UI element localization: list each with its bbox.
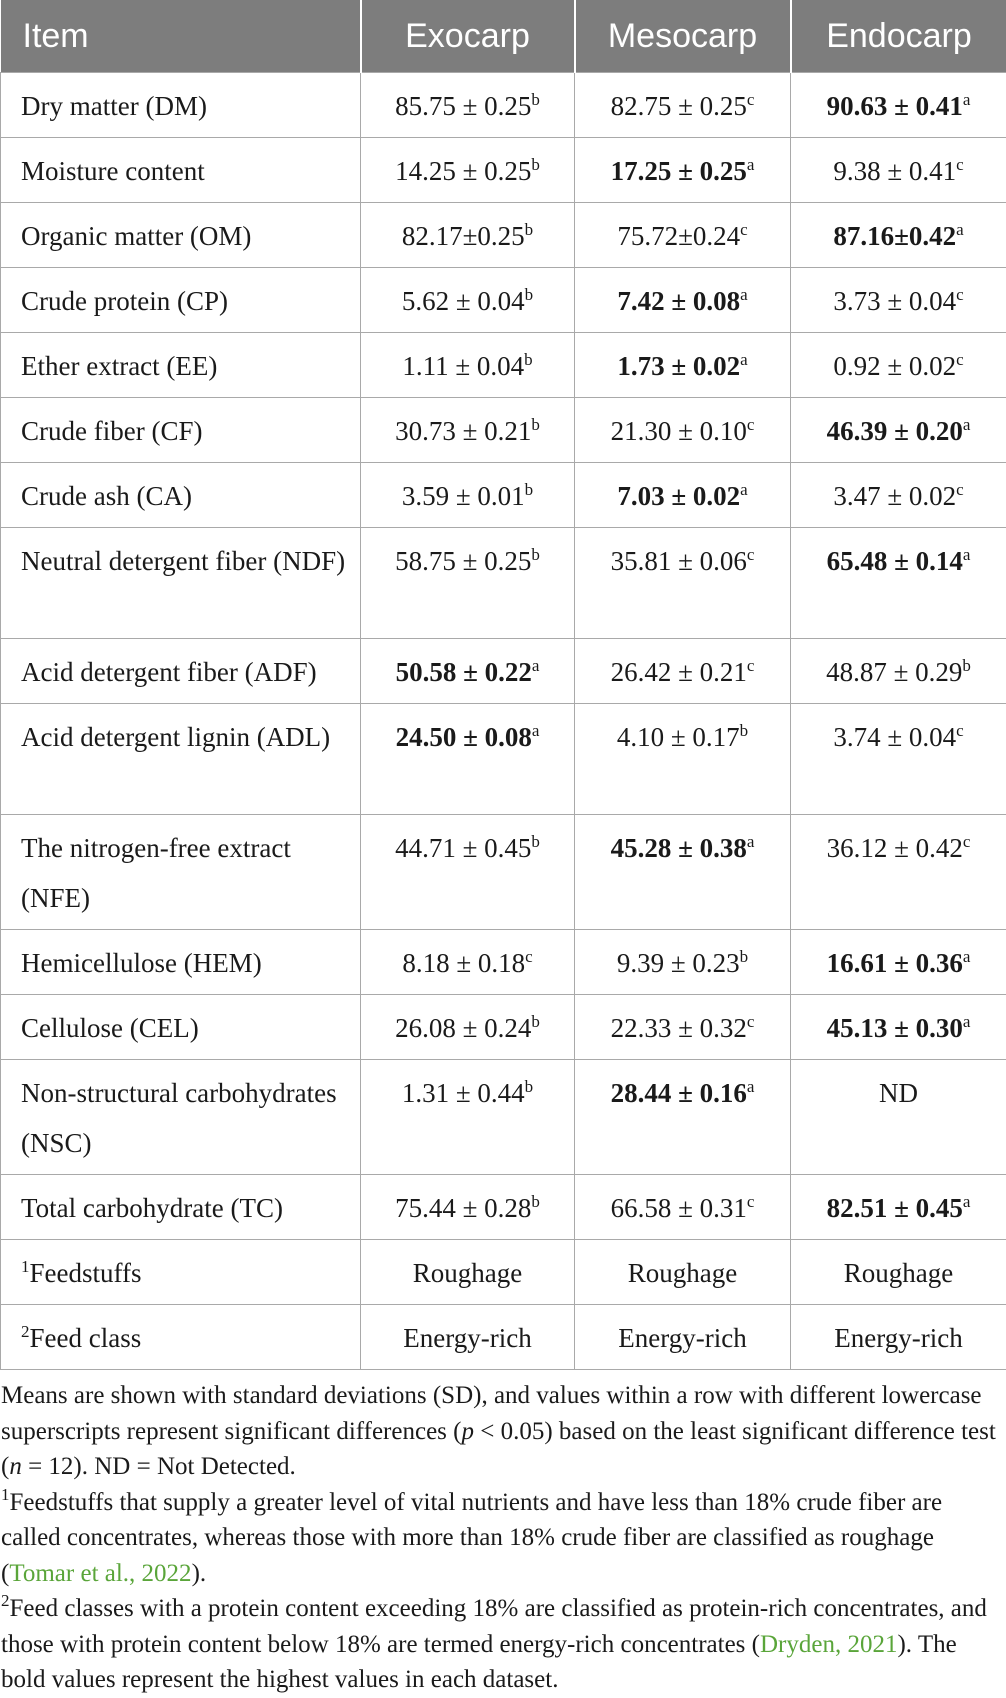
cell-value: 50.58 ± 0.22 (396, 657, 532, 687)
table-cell (361, 1240, 575, 1305)
cell-value: 58.75 ± 0.25 (395, 546, 531, 576)
row-item-label: Acid detergent fiber (ADF) (1, 639, 361, 704)
table-row (1, 398, 1006, 463)
significance-superscript: c (956, 480, 964, 499)
table-row (1, 138, 1006, 203)
significance-superscript: a (963, 545, 971, 564)
table-row (1, 1175, 1006, 1240)
significance-superscript: c (747, 90, 755, 109)
significance-superscript: c (525, 947, 533, 966)
table-cell (575, 1240, 791, 1305)
significance-superscript: b (531, 832, 540, 851)
table-cell (575, 333, 791, 398)
significance-superscript: c (747, 415, 755, 434)
significance-superscript: c (740, 220, 748, 239)
row-item-label: Moisture content (1, 138, 361, 203)
footnote-marker: 1 (21, 1257, 30, 1276)
cell-value: 26.08 ± 0.24 (395, 1013, 531, 1043)
cell-value: 82.75 ± 0.25 (611, 91, 747, 121)
footnote-1: $^1$Feedstuffs that supply a greater level of vital nutrients and have less than 18% crude fiber are called concentrates, whereas those with more than 18% crude fiber are classified as roughage (Tomar et al., 2022). (1, 1485, 1006, 1592)
table-cell (361, 333, 575, 398)
cell-value: Roughage (628, 1258, 737, 1288)
cell-value: 3.59 ± 0.01 (402, 481, 525, 511)
cell-value: 8.18 ± 0.18 (402, 948, 525, 978)
table-row (1, 815, 1006, 930)
cell-value: 1.73 ± 0.02 (617, 351, 740, 381)
cell-value: 82.17±0.25 (402, 221, 525, 251)
significance-superscript: b (524, 350, 533, 369)
table-cell (791, 73, 1006, 138)
significance-superscript: b (531, 415, 540, 434)
significance-superscript: b (962, 656, 971, 675)
significance-superscript: a (963, 1012, 971, 1031)
significance-superscript: a (963, 90, 971, 109)
significance-superscript: b (525, 285, 534, 304)
table-cell (361, 528, 575, 639)
significance-superscript: b (525, 480, 534, 499)
significance-superscript: c (747, 545, 755, 564)
table-cell (361, 639, 575, 704)
significance-superscript: a (740, 350, 748, 369)
row-item-label: Crude fiber (CF) (1, 398, 361, 463)
table-cell (361, 138, 575, 203)
footnote-2: $^2$Feed classes with a protein content exceeding 18% are classified as protein-rich concentrates, and those with protein content below 18% are termed energy-rich concentrates (Dryden, 2021). The bold values represent the highest values in each dataset. (1, 1591, 1006, 1698)
row-item-label: Organic matter (OM) (1, 203, 361, 268)
significance-superscript: c (956, 350, 964, 369)
significance-superscript: a (963, 415, 971, 434)
cell-value: ND (879, 1078, 918, 1108)
cell-value: 66.58 ± 0.31 (611, 1193, 747, 1223)
table-cell (361, 815, 575, 930)
header-exocarp: Exocarp (361, 0, 575, 73)
table-cell (361, 930, 575, 995)
table-cell (575, 930, 791, 995)
cell-value: 4.10 ± 0.17 (617, 722, 740, 752)
significance-superscript: a (532, 656, 540, 675)
significance-superscript: b (531, 545, 540, 564)
significance-superscript: b (531, 1192, 540, 1211)
table-footnotes (0, 1370, 1006, 1698)
row-item-label: Total carbohydrate (TC) (1, 1175, 361, 1240)
table-row (1, 1060, 1006, 1175)
table-row (1, 203, 1006, 268)
table-cell (361, 268, 575, 333)
row-item-label: $^2$Feed class (1, 1305, 361, 1370)
table-cell (791, 203, 1006, 268)
table-row (1, 930, 1006, 995)
significance-superscript: b (531, 155, 540, 174)
table-cell (575, 463, 791, 528)
table-cell (361, 398, 575, 463)
significance-superscript: a (740, 480, 748, 499)
table-cell (575, 995, 791, 1060)
cell-value: Energy-rich (618, 1323, 746, 1353)
cell-value: 26.42 ± 0.21 (611, 657, 747, 687)
table-cell (791, 1305, 1006, 1370)
cell-value: 44.71 ± 0.45 (395, 833, 531, 863)
table-cell (791, 138, 1006, 203)
significance-superscript: b (525, 1077, 534, 1096)
table-row (1, 995, 1006, 1060)
cell-value: Roughage (844, 1258, 953, 1288)
cell-value: Energy-rich (403, 1323, 531, 1353)
significance-superscript: b (531, 90, 540, 109)
row-item-label: Ether extract (EE) (1, 333, 361, 398)
table-cell (575, 1060, 791, 1175)
row-item-label: The nitrogen-free extract (NFE) (1, 815, 361, 930)
table-body (1, 73, 1006, 1370)
cell-value: 28.44 ± 0.16 (611, 1078, 747, 1108)
table-cell (791, 1060, 1006, 1175)
table-cell (791, 528, 1006, 639)
cell-value: 17.25 ± 0.25 (611, 156, 747, 186)
table-cell (791, 930, 1006, 995)
cell-value: 1.31 ± 0.44 (402, 1078, 525, 1108)
table-cell (361, 1305, 575, 1370)
table-cell (361, 203, 575, 268)
table-cell (791, 1240, 1006, 1305)
table-row (1, 268, 1006, 333)
table-cell (791, 995, 1006, 1060)
row-item-label: Dry matter (DM) (1, 73, 361, 138)
citation-link[interactable]: Dryden, 2021 (760, 1631, 897, 1658)
cell-value: 36.12 ± 0.42 (827, 833, 963, 863)
significance-superscript: b (525, 220, 534, 239)
cell-value: 75.72±0.24 (617, 221, 740, 251)
cell-value: Energy-rich (834, 1323, 962, 1353)
table-cell (361, 1175, 575, 1240)
table-cell (791, 639, 1006, 704)
table-cell (575, 203, 791, 268)
significance-superscript: c (956, 721, 964, 740)
table-row (1, 73, 1006, 138)
cell-value: 3.47 ± 0.02 (833, 481, 956, 511)
cell-value: 5.62 ± 0.04 (402, 286, 525, 316)
table-cell (575, 138, 791, 203)
row-item-label: Non-structural carbohydrates (NSC) (1, 1060, 361, 1175)
footnote-general: Means are shown with standard deviations (SD), and values within a row with different lowercase superscripts represent significant differences (p < 0.05) based on the least significant difference test (n = 12). ND = Not Detected. (1, 1378, 1006, 1485)
table-cell (575, 639, 791, 704)
table-cell (361, 1060, 575, 1175)
cell-value: 1.11 ± 0.04 (402, 351, 524, 381)
cell-value: 24.50 ± 0.08 (396, 722, 532, 752)
cell-value: 14.25 ± 0.25 (395, 156, 531, 186)
table-row (1, 333, 1006, 398)
table-cell (791, 815, 1006, 930)
table-row (1, 704, 1006, 815)
cell-value: 82.51 ± 0.45 (827, 1193, 963, 1223)
significance-superscript: a (532, 721, 540, 740)
footnote-marker: 2 (21, 1322, 30, 1341)
table-cell (791, 1175, 1006, 1240)
table-cell (361, 463, 575, 528)
cell-value: 0.92 ± 0.02 (833, 351, 956, 381)
table-row (1, 1240, 1006, 1305)
significance-superscript: a (747, 155, 755, 174)
significance-superscript: c (956, 155, 964, 174)
row-item-label: Cellulose (CEL) (1, 995, 361, 1060)
row-item-label: Crude protein (CP) (1, 268, 361, 333)
cell-value: 7.03 ± 0.02 (617, 481, 740, 511)
cell-value: 87.16±0.42 (833, 221, 956, 251)
table-cell (575, 73, 791, 138)
cell-value: 65.48 ± 0.14 (827, 546, 963, 576)
table-cell (575, 704, 791, 815)
table-cell (361, 704, 575, 815)
row-item-label: $^1$Feedstuffs (1, 1240, 361, 1305)
cell-value: Roughage (413, 1258, 522, 1288)
significance-superscript: c (956, 285, 964, 304)
cell-value: 3.74 ± 0.04 (833, 722, 956, 752)
cell-value: 35.81 ± 0.06 (611, 546, 747, 576)
cell-value: 9.38 ± 0.41 (833, 156, 956, 186)
table-row (1, 1305, 1006, 1370)
cell-value: 75.44 ± 0.28 (395, 1193, 531, 1223)
cell-value: 46.39 ± 0.20 (827, 416, 963, 446)
table-cell (575, 268, 791, 333)
table-cell (361, 995, 575, 1060)
significance-superscript: a (747, 832, 755, 851)
cell-value: 3.73 ± 0.04 (833, 286, 956, 316)
significance-superscript: a (963, 1192, 971, 1211)
table-cell (575, 815, 791, 930)
significance-superscript: c (747, 656, 755, 675)
row-item-label: Crude ash (CA) (1, 463, 361, 528)
significance-superscript: a (963, 947, 971, 966)
table-cell (791, 268, 1006, 333)
table-cell (575, 528, 791, 639)
significance-superscript: a (740, 285, 748, 304)
row-item-label: Hemicellulose (HEM) (1, 930, 361, 995)
cell-value: 16.61 ± 0.36 (827, 948, 963, 978)
table-cell (791, 704, 1006, 815)
significance-superscript: b (740, 947, 749, 966)
cell-value: 7.42 ± 0.08 (617, 286, 740, 316)
cell-value: 90.63 ± 0.41 (827, 91, 963, 121)
table-cell (575, 398, 791, 463)
significance-superscript: c (747, 1192, 755, 1211)
cell-value: 22.33 ± 0.32 (611, 1013, 747, 1043)
table-row (1, 463, 1006, 528)
significance-superscript: b (740, 721, 749, 740)
citation-link[interactable]: Tomar et al., 2022 (9, 1560, 191, 1587)
cell-value: 9.39 ± 0.23 (617, 948, 740, 978)
header-item: Item (1, 0, 361, 73)
significance-superscript: a (747, 1077, 755, 1096)
significance-superscript: c (747, 1012, 755, 1031)
table-cell (791, 398, 1006, 463)
significance-superscript: b (531, 1012, 540, 1031)
header-endocarp: Endocarp (791, 0, 1006, 73)
table-cell (791, 463, 1006, 528)
table-row (1, 528, 1006, 639)
table-cell (791, 333, 1006, 398)
row-item-label: Acid detergent lignin (ADL) (1, 704, 361, 815)
table-cell (575, 1305, 791, 1370)
table-row (1, 639, 1006, 704)
row-item-label: Neutral detergent fiber (NDF) (1, 528, 361, 639)
significance-superscript: c (963, 832, 971, 851)
header-row (1, 0, 1006, 73)
significance-superscript: a (956, 220, 964, 239)
header-mesocarp: Mesocarp (575, 0, 791, 73)
cell-value: 30.73 ± 0.21 (395, 416, 531, 446)
table-cell (575, 1175, 791, 1240)
cell-value: 85.75 ± 0.25 (395, 91, 531, 121)
cell-value: 45.13 ± 0.30 (827, 1013, 963, 1043)
cell-value: 21.30 ± 0.10 (611, 416, 747, 446)
cell-value: 48.87 ± 0.29 (826, 657, 962, 687)
table-cell (361, 73, 575, 138)
cell-value: 45.28 ± 0.38 (611, 833, 747, 863)
